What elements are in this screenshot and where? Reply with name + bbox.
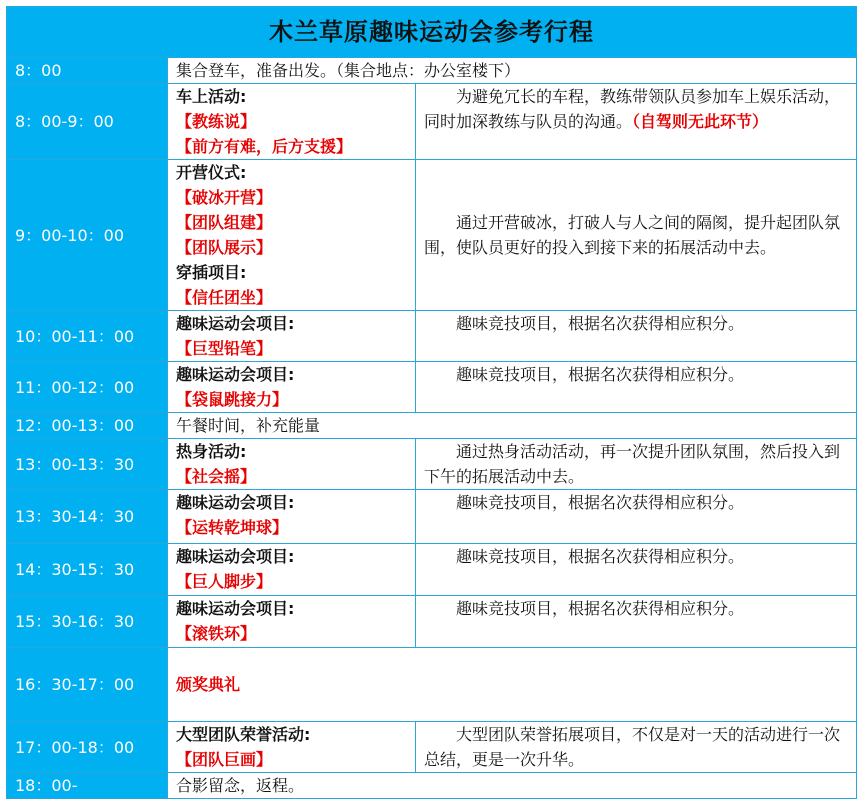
text-cell: 合影留念，返程。 (168, 773, 857, 799)
activity-item: 【破冰开营】 (176, 188, 273, 207)
time-cell: 10：00-11：00 (7, 311, 168, 362)
activity-heading: 车上活动: (176, 87, 247, 106)
table-row (7, 722, 857, 773)
activity-heading: 开营仪式: (176, 163, 247, 182)
time-cell: 16：30-17：00 (7, 648, 168, 722)
activity-item: 【滚铁环】 (176, 624, 257, 643)
time-cell: 12：00-13：00 (7, 413, 168, 439)
description-text: 为避免冗长的车程，教练带领队员参加车上娱乐活动，同时加深教练与队员的沟通。 (424, 87, 841, 131)
activity-cell (168, 160, 416, 311)
schedule-table (6, 6, 857, 799)
activity-cell (168, 722, 416, 773)
activity-heading: 趣味运动会项目: (176, 599, 295, 618)
activity-item: 【巨人脚步】 (176, 572, 273, 591)
description-cell: 趣味竞技项目，根据名次获得相应积分。 (416, 362, 857, 413)
activity-cell (168, 596, 416, 648)
description-cell: 趣味竞技项目，根据名次获得相应积分。 (416, 490, 857, 544)
activity-heading: 趣味运动会项目: (176, 547, 295, 566)
activity-cell (168, 439, 416, 490)
time-cell: 11：00-12：00 (7, 362, 168, 413)
title-row (7, 7, 857, 58)
activity-item: 【团队展示】 (176, 238, 273, 257)
table-row (7, 58, 857, 84)
table-row (7, 596, 857, 648)
time-cell: 13：30-14：30 (7, 490, 168, 544)
description-note: （自驾则无此环节） (632, 112, 769, 131)
description-cell: 通过开营破冰，打破人与人之间的隔阂，提升起团队氛围，使队员更好的投入到接下来的拓展活动中去。 (416, 160, 857, 311)
activity-heading: 热身活动: (176, 442, 247, 461)
page-title: 木兰草原趣味运动会参考行程 (7, 7, 857, 58)
activity-cell (168, 490, 416, 544)
description-cell: 趣味竞技项目，根据名次获得相应积分。 (416, 596, 857, 648)
activity-item: 【巨型铅笔】 (176, 339, 273, 358)
time-cell: 13：00-13：30 (7, 439, 168, 490)
time-cell: 8：00 (7, 58, 168, 84)
time-cell: 14：30-15：30 (7, 544, 168, 596)
activity-item: 【信任团坐】 (176, 288, 273, 307)
description-cell: 通过热身活动活动，再一次提升团队氛围，然后投入到下午的拓展活动中去。 (416, 439, 857, 490)
time-cell: 9：00-10：00 (7, 160, 168, 311)
table-row (7, 490, 857, 544)
description-cell: 趣味竞技项目，根据名次获得相应积分。 (416, 311, 857, 362)
ceremony-text: 颁奖典礼 (176, 675, 241, 694)
activity-item: 【袋鼠跳接力】 (176, 390, 289, 409)
table-row (7, 160, 857, 311)
activity-cell (168, 84, 416, 160)
activity-heading: 大型团队荣誉活动: (176, 725, 311, 744)
activity-item: 【团队巨画】 (176, 750, 273, 769)
activity-item: 【社会摇】 (176, 467, 257, 486)
description-cell: 大型团队荣誉拓展项目，不仅是对一天的活动进行一次总结，更是一次升华。 (416, 722, 857, 773)
description-cell (416, 84, 857, 160)
activity-item: 【前方有难，后方支援】 (176, 137, 353, 156)
description-cell: 趣味竞技项目，根据名次获得相应积分。 (416, 544, 857, 596)
table-row (7, 362, 857, 413)
activity-item: 【运转乾坤球】 (176, 518, 289, 537)
activity-heading: 趣味运动会项目: (176, 493, 295, 512)
table-row (7, 544, 857, 596)
table-row (7, 311, 857, 362)
activity-cell (168, 362, 416, 413)
time-cell: 8：00-9：00 (7, 84, 168, 160)
schedule-document (6, 6, 856, 799)
table-row (7, 84, 857, 160)
time-cell: 17：00-18：00 (7, 722, 168, 773)
activity-item: 【教练说】 (176, 112, 257, 131)
time-cell: 18：00- (7, 773, 168, 799)
ceremony-cell (168, 648, 857, 722)
table-row (7, 413, 857, 439)
table-row (7, 648, 857, 722)
activity-cell (168, 311, 416, 362)
activity-heading: 趣味运动会项目: (176, 365, 295, 384)
activity-cell (168, 544, 416, 596)
activity-heading: 趣味运动会项目: (176, 314, 295, 333)
activity-heading: 穿插项目: (176, 263, 247, 282)
activity-item: 【团队组建】 (176, 213, 273, 232)
time-cell: 15：30-16：30 (7, 596, 168, 648)
text-cell: 集合登车，准备出发。（集合地点：办公室楼下） (168, 58, 857, 84)
text-cell: 午餐时间，补充能量 (168, 413, 857, 439)
table-row (7, 439, 857, 490)
table-row (7, 773, 857, 799)
